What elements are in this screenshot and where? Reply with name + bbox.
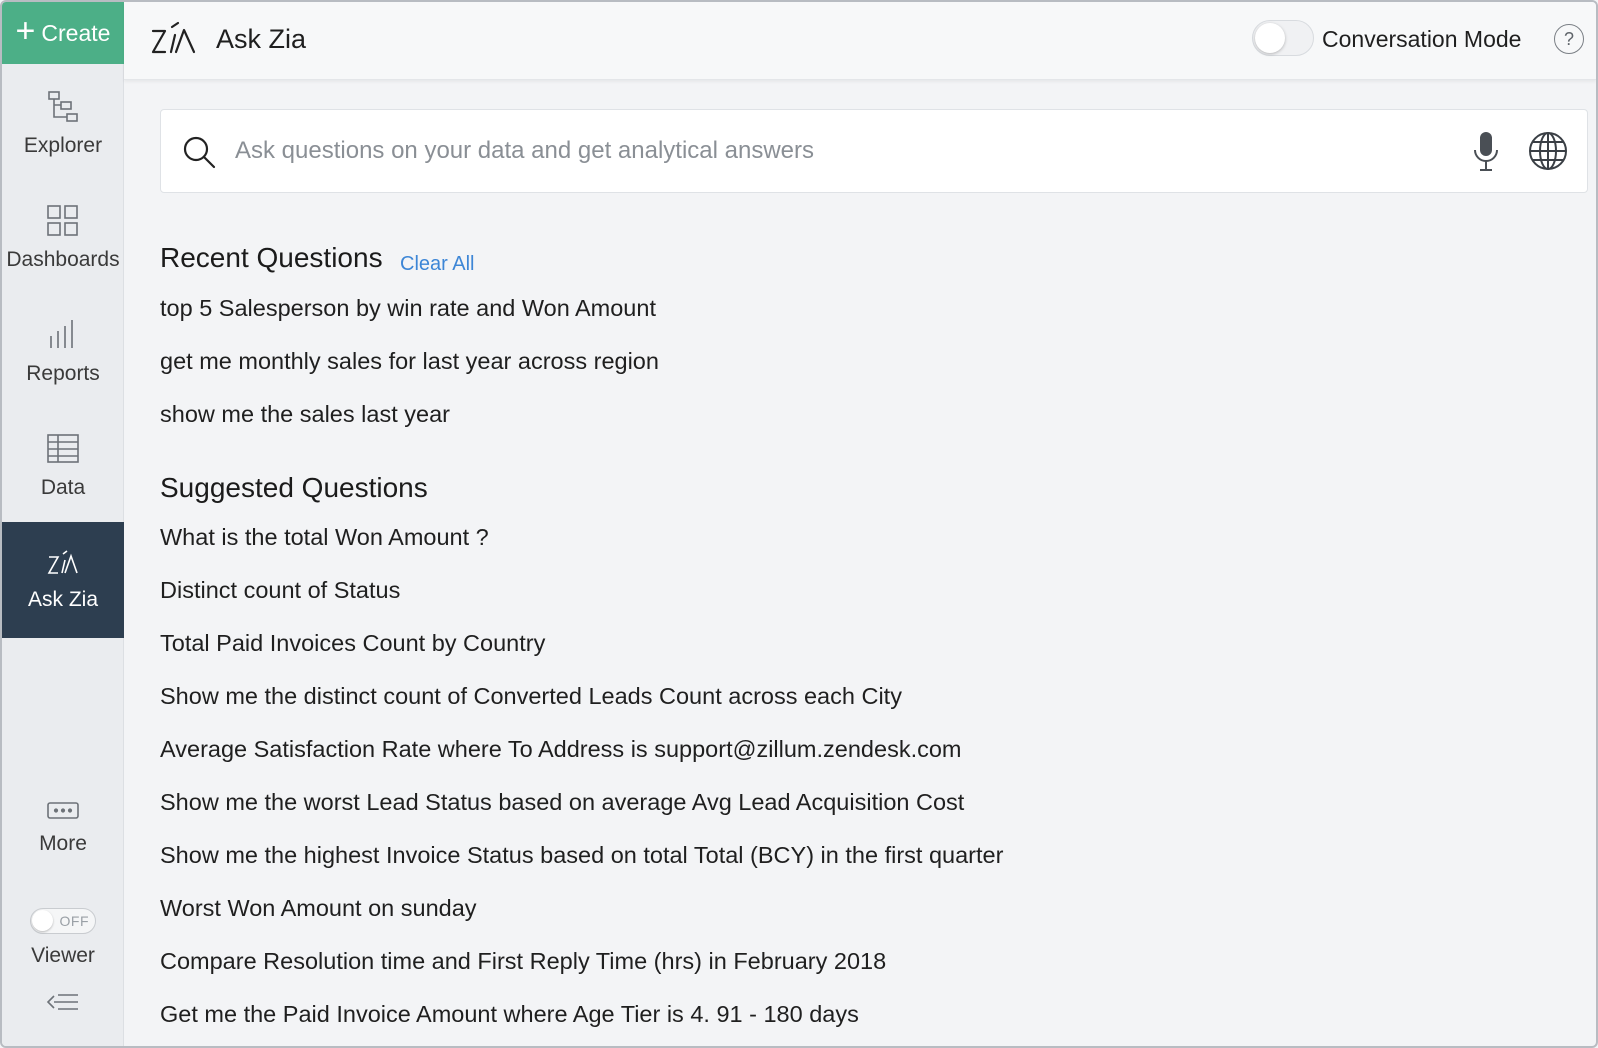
sidebar-item-reports[interactable]	[2, 294, 124, 410]
viewer-toggle[interactable]	[30, 908, 96, 934]
suggested-question-item[interactable]: Show me the distinct count of Converted Leads Count across each City	[160, 683, 902, 709]
suggested-question-item[interactable]: Get me the Paid Invoice Amount where Age Tier is 4. 91 - 180 days	[160, 1001, 859, 1027]
more-icon	[46, 800, 80, 822]
suggested-question-item[interactable]: What is the total Won Amount ?	[160, 524, 489, 550]
suggested-question-item[interactable]: Show me the worst Lead Status based on average Avg Lead Acquisition Cost	[160, 789, 965, 815]
suggested-question-item[interactable]: Average Satisfaction Rate where To Address is support@zillum.zendesk.com	[160, 736, 962, 762]
sidebar-item-label: Explorer	[23, 134, 103, 157]
sidebar-item-label: Viewer	[31, 944, 95, 967]
suggested-questions-list	[160, 523, 1003, 1048]
conversation-mode-label: Conversation Mode	[1322, 26, 1522, 52]
sidebar-item-ask-zia[interactable]	[2, 522, 124, 638]
toggle-knob	[32, 910, 53, 931]
data-icon	[46, 432, 80, 466]
create-button[interactable]	[2, 2, 124, 64]
sidebar-item-data[interactable]	[2, 408, 124, 524]
suggested-question-item[interactable]: Total Paid Invoices Count by Country	[160, 630, 546, 656]
create-label: Create	[41, 19, 111, 46]
help-icon[interactable]	[1554, 24, 1584, 54]
header-bar	[124, 2, 1596, 80]
sidebar-item-label: Reports	[26, 362, 100, 385]
reports-icon	[46, 318, 80, 352]
dashboards-icon	[46, 204, 80, 238]
sidebar-item-viewer[interactable]	[2, 880, 124, 996]
suggested-question-item[interactable]: Distinct count of Status	[160, 577, 401, 603]
explorer-icon	[46, 90, 80, 124]
sidebar-item-label: Ask Zia	[27, 588, 98, 611]
sidebar-item-explorer[interactable]	[2, 66, 124, 182]
zia-logo-icon	[150, 20, 200, 58]
collapse-sidebar-icon[interactable]	[46, 992, 80, 1021]
sidebar-item-more[interactable]	[2, 770, 124, 886]
recent-question-item[interactable]: get me monthly sales for last year across region	[160, 348, 659, 374]
suggested-questions-title: Suggested Questions	[160, 472, 428, 503]
recent-questions-title: Recent Questions	[160, 242, 383, 273]
toggle-knob	[1255, 23, 1285, 53]
plus-icon: +	[15, 12, 36, 50]
suggested-question-item[interactable]: Show me the highest Invoice Status based on total Total (BCY) in the first quarter	[160, 842, 1004, 868]
suggested-question-item[interactable]: Compare Resolution time and First Reply Time (hrs) in February 2018	[160, 948, 887, 974]
recent-question-item[interactable]: show me the sales last year	[160, 401, 450, 427]
microphone-icon[interactable]	[1471, 130, 1501, 174]
sidebar-item-label: Data	[40, 476, 86, 499]
recent-questions-list	[160, 294, 659, 453]
zia-icon	[46, 548, 80, 578]
search-input[interactable]	[235, 128, 1415, 174]
sidebar	[2, 2, 124, 1046]
sidebar-item-label: More	[39, 832, 87, 855]
suggested-question-item[interactable]: Worst Won Amount on sunday	[160, 895, 477, 921]
help-glyph: ?	[1563, 28, 1574, 49]
sidebar-item-dashboards[interactable]	[2, 180, 124, 296]
conversation-mode-toggle[interactable]	[1252, 20, 1314, 56]
sidebar-item-label: Dashboards	[6, 248, 120, 271]
search-icon	[181, 134, 217, 170]
page-title: Ask Zia	[216, 24, 307, 54]
toggle-state-text: OFF	[59, 913, 89, 929]
clear-all-link[interactable]: Clear All	[400, 253, 475, 275]
search-bar	[160, 109, 1588, 193]
globe-language-icon[interactable]	[1527, 130, 1569, 172]
recent-question-item[interactable]: top 5 Salesperson by win rate and Won Amount	[160, 295, 656, 321]
